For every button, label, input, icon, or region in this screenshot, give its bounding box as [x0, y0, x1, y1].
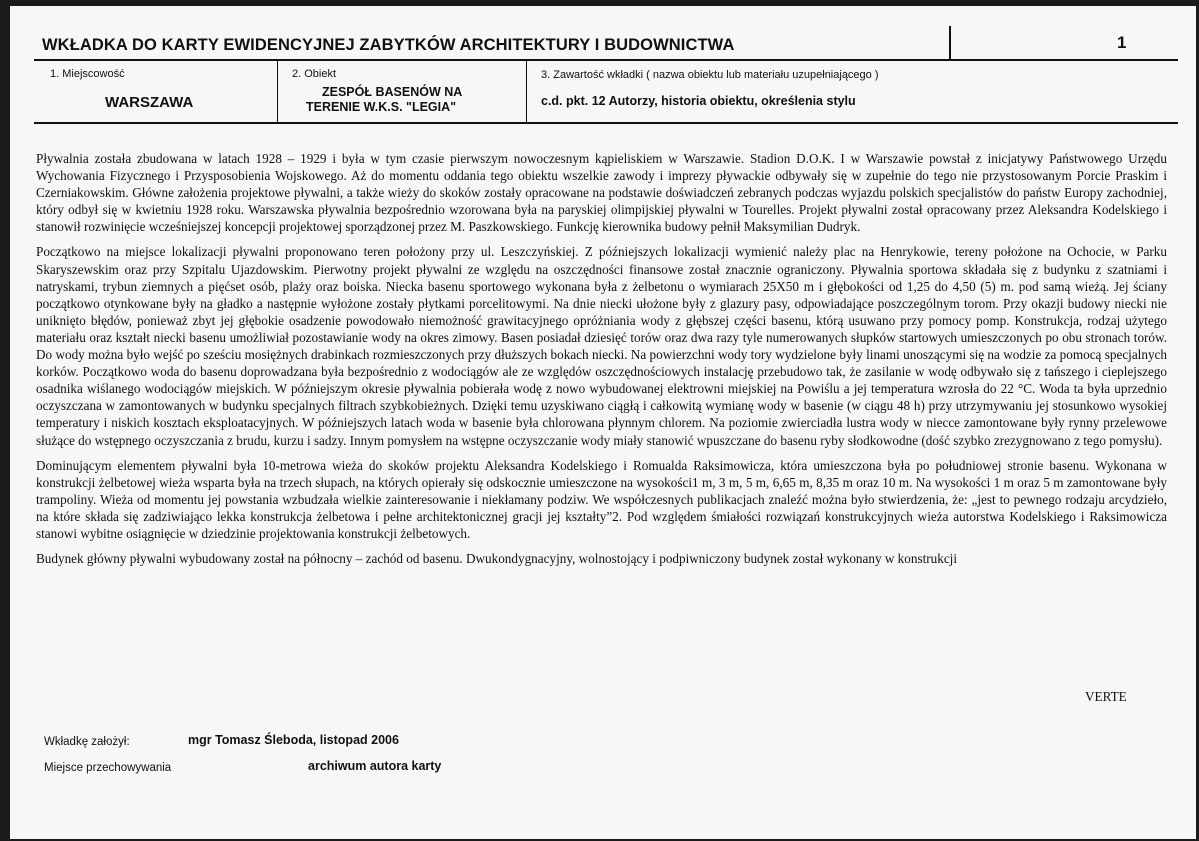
paragraph-main-building: Budynek główny pływalni wybudowany został na północny – zachód od basenu. Dwukondygnacyjny, wolnostojący i podpiwniczony budynek został wykonany w konstrukcji: [36, 551, 958, 567]
object-value-line2: TERENIE W.K.S. "LEGIA": [306, 100, 457, 114]
location-value: WARSZAWA: [105, 94, 194, 111]
verte-note: VERTE: [1085, 689, 1127, 704]
content-label: 3. Zawartość wkładki ( nazwa obiektu lub materiału uzupełniającego ): [541, 69, 879, 81]
content-value: c.d. pkt. 12 Autorzy, historia obiektu, określenia stylu: [541, 94, 856, 108]
header-rule-bottom: [34, 122, 1178, 124]
author-value: mgr Tomasz Śleboda, listopad 2006: [188, 733, 399, 747]
body-text: [36, 150, 1167, 567]
paragraph-history: Pływalnia została zbudowana w latach 1928 – 1929 i była w tym czasie pierwszym nowoczesnym kąpieliskiem w Warszawie. Stadion D.O.K. I w Warszawie powstał z inicjatywy Państwowego Urzędu Wychowania Fizycznego i Przysposobienia Wojskowego. Aż do momentu oddania tego obiektu wszelkie zawody i imprezy pływackie odbywały się w zupełnie do tego nie przystosowanym Porcie Praskim i Czerniakowskim. Główne założenia projektowe pływalni, a także wieży do skoków zostały opracowane na podstawie doświadczeń zebranych podczas wyjazdu polskich specjalistów do państw Europy zachodniej, który odbył się w kwietniu 1928 roku. Warszawska pływalnia bezpośrednio wzorowana była na paryskiej olimpijskiej pływalni w Tourelles. Projekt pływalni został opracowany przez Aleksandra Kodelskiego i stanowił rozwinięcie wcześniejszej koncepcji projektowej sporządzonej przez M. Paszkowskiego. Funkcję kierownika budowy pełnił Maksymilian Dudryk.: [36, 151, 1167, 235]
title-divider: [949, 26, 951, 60]
location-label: 1. Miejscowość: [50, 68, 125, 80]
object-value-line1: ZESPÓŁ BASENÓW NA: [322, 85, 463, 99]
object-label: 2. Obiekt: [292, 68, 337, 80]
storage-value: archiwum autora karty: [308, 759, 442, 773]
author-label: Wkładkę założył:: [44, 736, 130, 748]
paragraph-diving-tower: Dominującym elementem pływalni była 10-metrowa wieża do skoków projektu Aleksandra Kodelskiego i Romualda Raksimowicza, która umieszczona była po południowej stronie basenu. Wykonana w konstrukcji żelbetowej wieża wsparta była na trzech słupach, na których opierały się odskocznie umieszczone na wysokości1 m, 3 m, 5 m, 6,65 m, 8,35 m oraz 10 m. Na wysokości 1 m oraz 5 m zamontowane były trampoliny. Wieża od momentu jej powstania wzbudzała wielkie zainteresowanie i niekłamany podziw. We współczesnych publikacjach znaleźć można było stwierdzenia, że: „jest to pewnego rodzaju arcydzieło, na które składa się zadziwiająco lekka konstrukcja żelbetowa i pełne architektonicznej gracji jej kształty”2. Pod względem śmiałości rozwiązań konstrukcyjnych wieża autorstwa Kodelskiego i Raksimowicza stanowi wybitne osiągnięcie w dziedzinie projektowania konstrukcji żelbetowych.: [36, 457, 1167, 541]
document-title: WKŁADKA DO KARTY EWIDENCYJNEJ ZABYTKÓW ARCHITEKTURY I BUDOWNICTWA: [42, 36, 735, 54]
paragraph-pool-construction: Początkowo na miejsce lokalizacji pływalni proponowano teren położony przy ul. Leszczyńskiej. Z późniejszych lokalizacji wymienić należy plac na Henrykowie, tereny położone na Ochocie, w Parku Skaryszewskim oraz przy Szpitalu Ujazdowskim. Pierwotny projekt pływalni ze względu na oszczędności finansowe został znacznie ograniczony. Pływalnia sportowa składała się z budynku z szatniami i natryskami, trybun ziemnych a pięćset osób, plaży oraz boiska. Niecka basenu sportowego wykonana była z żelbetonu o wymiarach 25X50 m i głębokości od 1,25 do 4,50 (5) m. pod samą wieżą. Jej ściany początkowo otynkowane były na gładko a następnie wyłożone zostały płytkami porcelitowymi. Na dnie niecki ułożone były z glazury pasy, odpowiadające poszczególnym torom. Przy okazji budowy niecki nie uniknięto błędów, ponieważ zbyt jej głębokie osadzenie powodowało niemożność grawitacyjnego opróżniania wody z głębszej części basenu, którą usuwano przy pomocy pomp. Konstrukcja, rodzaj użytego materiału oraz kształt niecki basenu umożliwiał pozostawianie wody na okres zimowy. Basen posiadał dziesięć torów oraz dwa razy tyle numerowanych słupków startowych umieszczonych po obu stronach torów. Do wody można było wejść po sześciu mosiężnych drabinkach rozmieszczonych przy dłuższych bokach niecki. Na powierzchni wody tory wydzielone były linami unoszącymi się na wodzie za pomocą specjalnych korków. Początkowo woda do basenu doprowadzana była bezpośrednio z wodociągów ale ze względów oszczędnościowych instalację przebudowo tak, że zasilanie w wodę odbywało się z tańszego i cieplejszego osadnika wiślanego wodociągów miejskich. W późniejszym okresie pływalnia pobierała wodę z nowo wybudowanej elektrowni miejskiej na Powiślu a jej temperatura wzrosła do 22 °C. Woda ta była uprzednio oczyszczana w zamontowanych w budynku specjalnych filtrach szybkobieżnych. Dzięki temu uzyskiwano ciągłą i całkowitą wymianę wody w basenie (w ciągu 48 h) przy utrzymywaniu jej stosunkowo wysokiej temperatury i niskich kosztach eksploatacyjnych. W późniejszych latach woda w basenie była chlorowana płynnym chlorem. Na poziomie zwierciadła lustra wody w niecce zamontowane były rynny przelewowe służące do wstępnego oczyszczania z brudu, kurzu i sadzy. Innym pomysłem na wstępne oczyszczanie wody miały stanowić wpuszczane do basenu ryby słodkowodne (dość szybko zrezygnowano z tego pomysłu).: [36, 244, 1167, 448]
header-rule-top: [34, 59, 1178, 61]
storage-label: Miejsce przechowywania: [44, 762, 172, 774]
cell-divider-2: [526, 59, 527, 123]
page-number: 1: [1117, 33, 1127, 52]
cell-divider-1: [277, 59, 278, 123]
